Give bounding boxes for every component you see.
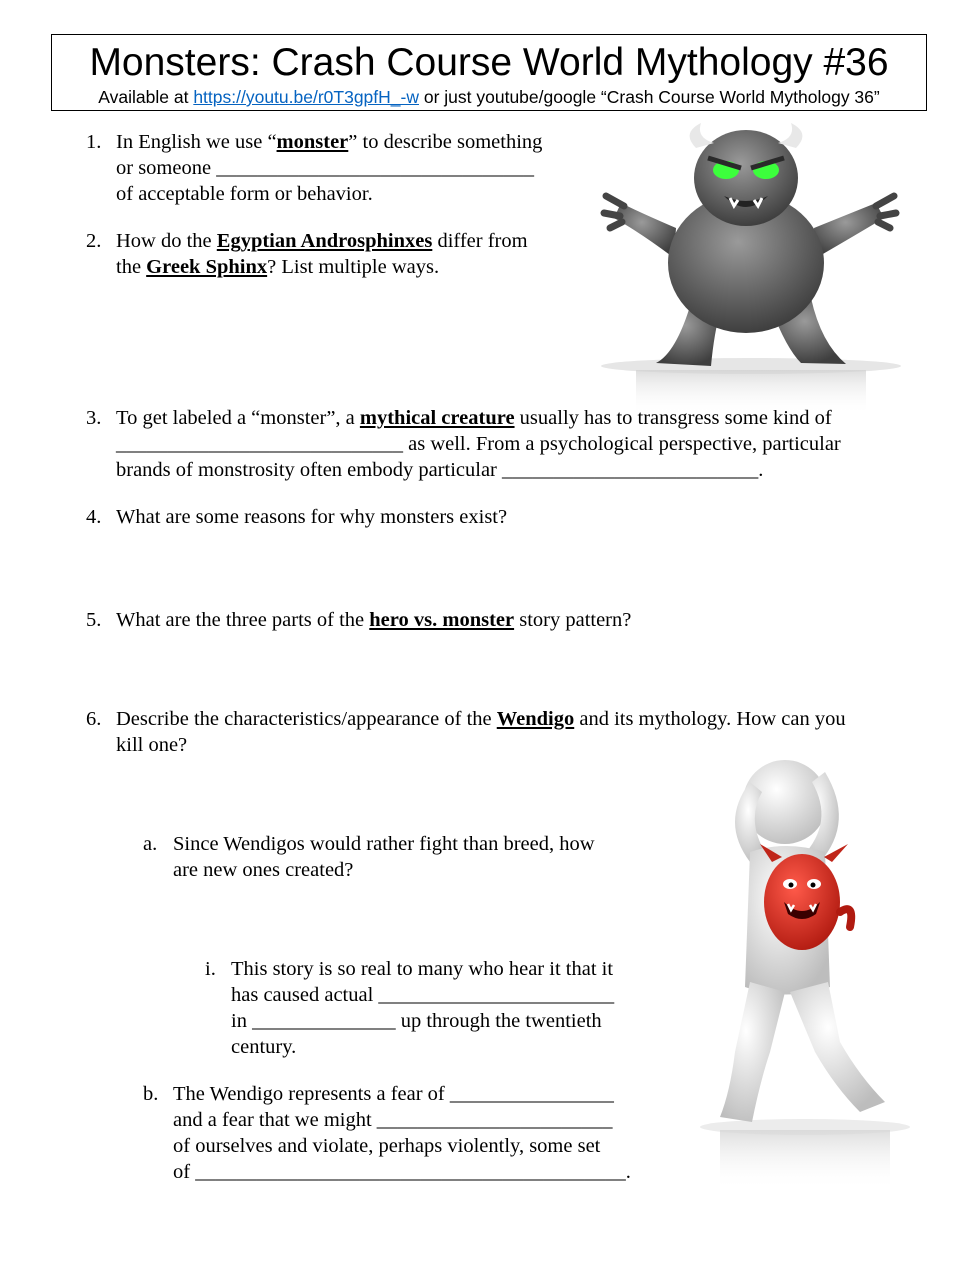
key-term: Egyptian Androsphinxes (216, 230, 433, 252)
page-title: Monsters: Crash Course World Mythology #36 (89, 41, 889, 84)
question-line: kill one? (116, 734, 188, 756)
subquestion-a (143, 831, 595, 883)
question-line: How do the Egyptian Androsphinxes differ from (116, 230, 528, 252)
question-line: are new ones created? (173, 859, 354, 881)
question-number: b. (143, 1083, 159, 1105)
question-line: in ______________ up through the twentieth (231, 1010, 602, 1032)
question-4 (86, 504, 508, 530)
key-term: Wendigo (496, 708, 575, 730)
key-term: hero vs. monster (369, 609, 515, 631)
question-line: brands of monstrosity often embody particular _________________________. (116, 459, 764, 481)
question-line: To get labeled a “monster”, a mythical creature usually has to transgress some kind of (116, 407, 832, 429)
question-line: of __________________________________________. (173, 1161, 631, 1183)
question-line: What are some reasons for why monsters exist? (116, 506, 508, 528)
question-3 (86, 405, 841, 483)
key-term: monster (276, 131, 349, 153)
question-number: i. (205, 958, 216, 980)
question-line: The Wendigo represents a fear of ________________ (173, 1083, 614, 1105)
video-source-line (52, 87, 926, 107)
question-6 (86, 706, 846, 758)
question-5 (86, 607, 632, 633)
subquestion-i (205, 956, 615, 1060)
available-suffix: or just youtube/google “Crash Course World Mythology 36” (418, 87, 880, 107)
question-number: 1. (86, 131, 102, 153)
key-term: Greek Sphinx (146, 256, 268, 278)
question-line: Describe the characteristics/appearance of the Wendigo and its mythology. How can you (116, 708, 846, 730)
question-line: century. (231, 1036, 297, 1058)
question-line: has caused actual _______________________ (231, 984, 615, 1006)
available-prefix: Available at (98, 87, 194, 107)
video-link[interactable]: https://youtu.be/r0T3gpfH_-w (193, 87, 419, 107)
question-line: This story is so real to many who hear it that it (231, 958, 614, 980)
question-line: the Greek Sphinx? List multiple ways. (116, 256, 440, 278)
gray-monster-illustration (596, 118, 906, 418)
question-line: ____________________________ as well. From a psychological perspective, particular (116, 433, 841, 455)
question-line: What are the three parts of the hero vs. monster story pattern? (116, 609, 632, 631)
question-line: of acceptable form or behavior. (116, 183, 373, 205)
question-line: or someone _______________________________ (116, 157, 534, 179)
question-line: and a fear that we might _______________________ (173, 1109, 613, 1131)
key-term: mythical creature (359, 407, 515, 429)
subquestion-b (143, 1081, 631, 1185)
question-line: Since Wendigos would rather fight than breed, how (173, 833, 595, 855)
question-number: 5. (86, 609, 102, 631)
question-1 (86, 129, 543, 207)
question-number: a. (143, 833, 158, 855)
worksheet-header (51, 34, 927, 111)
question-number: 2. (86, 230, 102, 252)
question-line: of ourselves and violate, perhaps violently, some set (173, 1135, 601, 1157)
question-2 (86, 228, 528, 280)
question-number: 3. (86, 407, 102, 429)
question-number: 4. (86, 506, 102, 528)
question-line: In English we use “monster” to describe something (116, 131, 543, 153)
question-number: 6. (86, 708, 102, 730)
stick-figure-demon-illustration (690, 752, 920, 1202)
